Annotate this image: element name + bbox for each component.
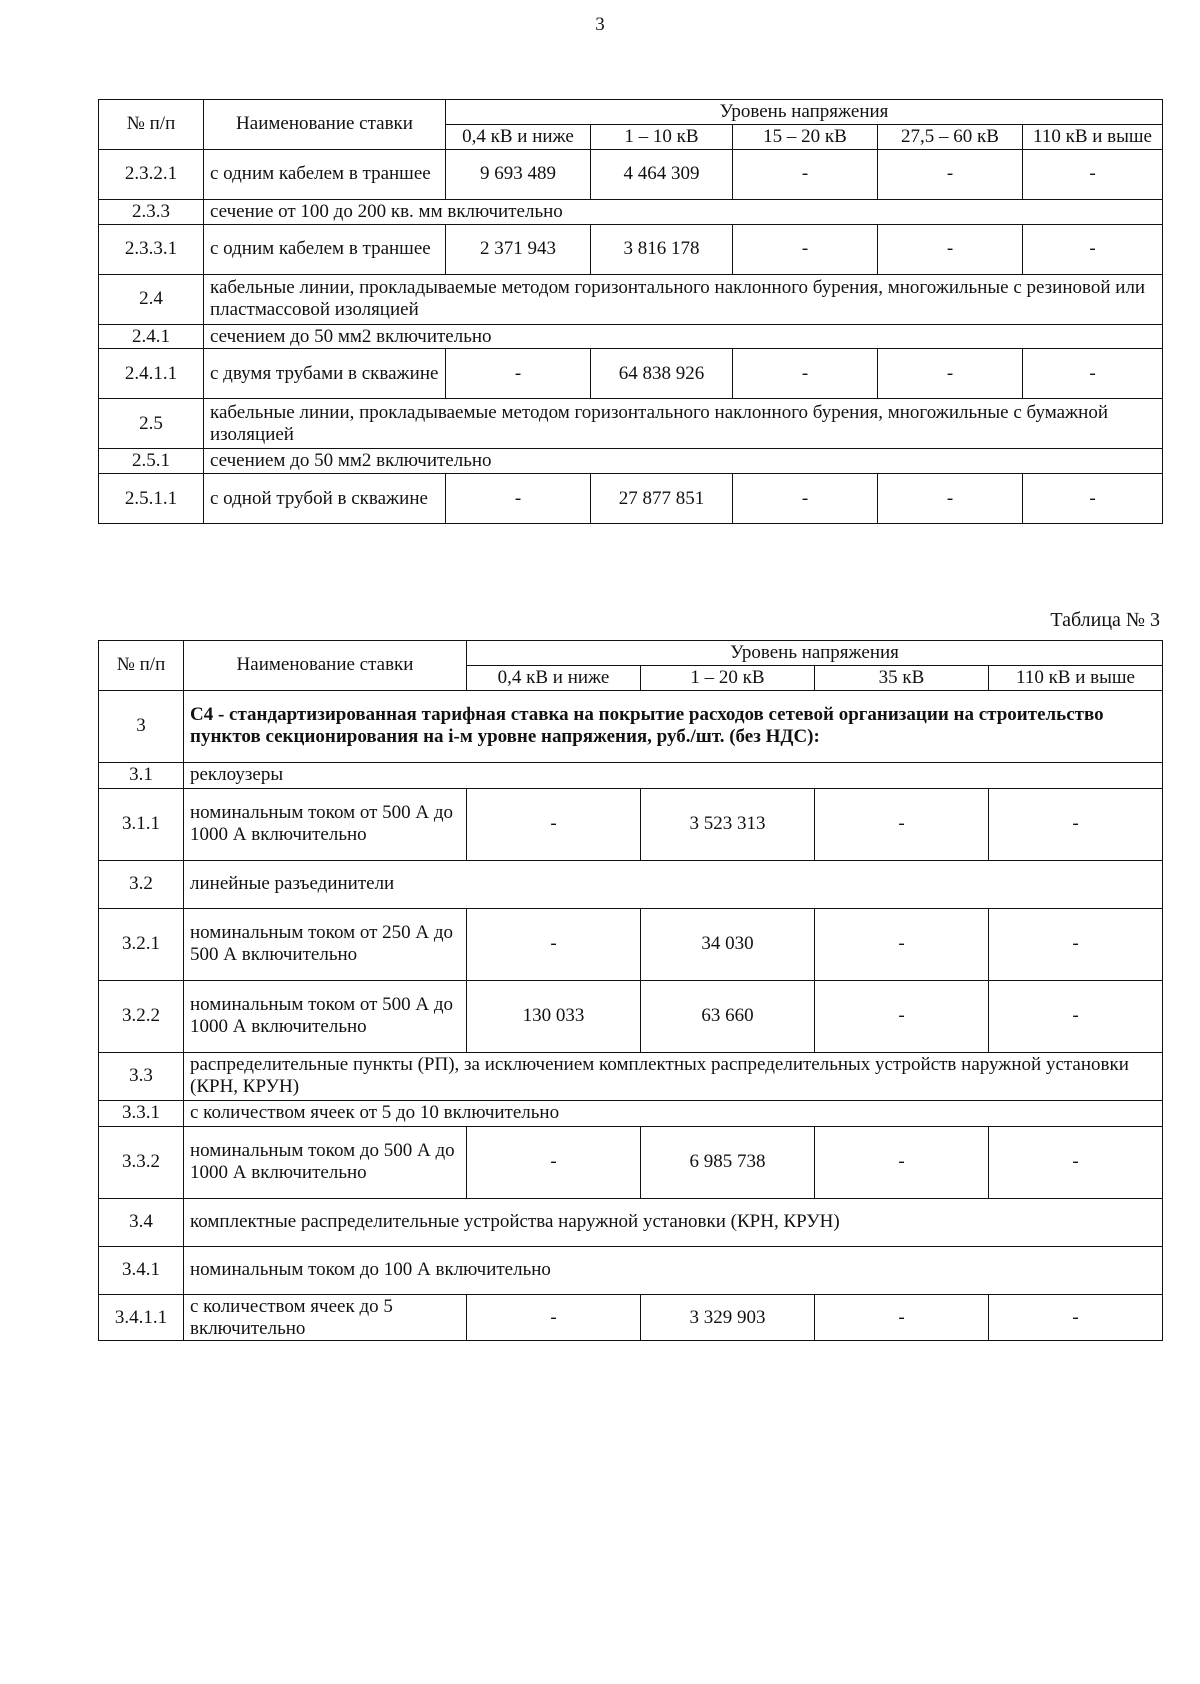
row-number: 2.5.1.1 xyxy=(99,474,204,524)
table-row xyxy=(99,224,1163,274)
rate-value: 6 985 738 xyxy=(641,1126,815,1198)
rate-value: - xyxy=(878,224,1023,274)
row-number: 3.1 xyxy=(99,762,184,788)
header-voltage-1: 1 – 20 кВ xyxy=(641,665,815,690)
header-voltage-0: 0,4 кВ и ниже xyxy=(446,124,591,149)
rate-value: - xyxy=(733,149,878,199)
rate-name: сечение от 100 до 200 кв. мм включительно xyxy=(204,199,1163,224)
rate-name: с одним кабелем в траншее xyxy=(204,149,446,199)
rate-name: с одной трубой в скважине xyxy=(204,474,446,524)
rate-name: сечением до 50 мм2 включительно xyxy=(204,449,1163,474)
row-number: 3.3.1 xyxy=(99,1100,184,1126)
table-row xyxy=(99,1246,1163,1294)
rate-name: номинальным током до 100 А включительно xyxy=(184,1246,1163,1294)
row-number: 3.1.1 xyxy=(99,788,184,860)
rate-value: - xyxy=(1023,474,1163,524)
row-number: 2.5.1 xyxy=(99,449,204,474)
row-number: 3.4 xyxy=(99,1198,184,1246)
rate-name: распределительные пункты (РП), за исключением комплектных распределительных устройств наружной установки (КРН, КРУН) xyxy=(184,1052,1163,1100)
header-voltage-3: 110 кВ и выше xyxy=(989,665,1163,690)
row-number: 2.5 xyxy=(99,399,204,449)
rate-value: - xyxy=(1023,149,1163,199)
rate-value: - xyxy=(989,980,1163,1052)
table-row xyxy=(99,349,1163,399)
row-number: 2.4 xyxy=(99,274,204,324)
rate-value: - xyxy=(467,1126,641,1198)
row-number: 2.3.3 xyxy=(99,199,204,224)
rate-value: 3 329 903 xyxy=(641,1294,815,1341)
rate-name: номинальным током от 500 А до 1000 А включительно xyxy=(184,788,467,860)
table-row xyxy=(99,1052,1163,1100)
rate-value: - xyxy=(878,349,1023,399)
table-row xyxy=(99,474,1163,524)
rate-value: - xyxy=(815,1126,989,1198)
rate-value: - xyxy=(989,788,1163,860)
rate-value: - xyxy=(989,1294,1163,1341)
header-number: № п/п xyxy=(99,641,184,691)
row-number: 3.3.2 xyxy=(99,1126,184,1198)
table-row xyxy=(99,149,1163,199)
rate-name: линейные разъединители xyxy=(184,860,1163,908)
rate-name: номинальным током до 500 А до 1000 А включительно xyxy=(184,1126,467,1198)
rate-name: с количеством ячеек до 5 включительно xyxy=(184,1294,467,1341)
table-row xyxy=(99,199,1163,224)
table-row xyxy=(99,788,1163,860)
row-number: 3 xyxy=(99,690,184,762)
rate-value: - xyxy=(815,908,989,980)
rate-name: С4 - стандартизированная тарифная ставка на покрытие расходов сетевой организации на строительство пунктов секционирования на i-м уровне напряжения, руб./шт. (без НДС): xyxy=(184,690,1163,762)
rate-value: - xyxy=(878,474,1023,524)
header-voltage-level: Уровень напряжения xyxy=(467,641,1163,666)
rate-value: - xyxy=(467,1294,641,1341)
table-row xyxy=(99,1100,1163,1126)
rate-value: - xyxy=(733,224,878,274)
tariff-table-2 xyxy=(98,99,1163,524)
table-row xyxy=(99,860,1163,908)
table-row xyxy=(99,449,1163,474)
rate-value: - xyxy=(989,908,1163,980)
rate-value: - xyxy=(878,149,1023,199)
rate-value: 27 877 851 xyxy=(591,474,733,524)
page-number: 3 xyxy=(595,14,605,35)
rate-value: - xyxy=(989,1126,1163,1198)
rate-value: - xyxy=(1023,224,1163,274)
rate-value: - xyxy=(733,349,878,399)
rate-name: кабельные линии, прокладываемые методом горизонтального наклонного бурения, многожильные с резиновой или пластмассовой изоляцией xyxy=(204,274,1163,324)
rate-name: реклоузеры xyxy=(184,762,1163,788)
row-number: 3.2.2 xyxy=(99,980,184,1052)
rate-value: - xyxy=(1023,349,1163,399)
rate-value: 63 660 xyxy=(641,980,815,1052)
row-number: 2.3.2.1 xyxy=(99,149,204,199)
rate-value: - xyxy=(733,474,878,524)
rate-name: номинальным током от 250 А до 500 А включительно xyxy=(184,908,467,980)
rate-value: - xyxy=(815,980,989,1052)
header-voltage-level: Уровень напряжения xyxy=(446,100,1163,125)
rate-value: - xyxy=(467,908,641,980)
rate-value: - xyxy=(446,349,591,399)
rate-value: 9 693 489 xyxy=(446,149,591,199)
rate-value: 2 371 943 xyxy=(446,224,591,274)
rate-name: с двумя трубами в скважине xyxy=(204,349,446,399)
row-number: 2.4.1.1 xyxy=(99,349,204,399)
rate-value: 64 838 926 xyxy=(591,349,733,399)
rate-name: номинальным током от 500 А до 1000 А включительно xyxy=(184,980,467,1052)
header-voltage-1: 1 – 10 кВ xyxy=(591,124,733,149)
header-rate-name: Наименование ставки xyxy=(184,641,467,691)
table-row xyxy=(99,980,1163,1052)
rate-value: - xyxy=(446,474,591,524)
row-number: 3.4.1.1 xyxy=(99,1294,184,1341)
header-voltage-3: 27,5 – 60 кВ xyxy=(878,124,1023,149)
rate-name: комплектные распределительные устройства наружной установки (КРН, КРУН) xyxy=(184,1198,1163,1246)
row-number: 3.3 xyxy=(99,1052,184,1100)
header-voltage-2: 15 – 20 кВ xyxy=(733,124,878,149)
table-caption: Таблица № 3 xyxy=(1050,609,1160,631)
row-number: 2.4.1 xyxy=(99,324,204,349)
table-row xyxy=(99,908,1163,980)
row-number: 3.2 xyxy=(99,860,184,908)
rate-value: 130 033 xyxy=(467,980,641,1052)
table-header-row xyxy=(99,100,1163,125)
rate-value: 34 030 xyxy=(641,908,815,980)
rate-name: с количеством ячеек от 5 до 10 включительно xyxy=(184,1100,1163,1126)
rate-value: 4 464 309 xyxy=(591,149,733,199)
rate-value: - xyxy=(815,1294,989,1341)
table-row xyxy=(99,399,1163,449)
rate-name: сечением до 50 мм2 включительно xyxy=(204,324,1163,349)
rate-value: - xyxy=(815,788,989,860)
table-row xyxy=(99,1198,1163,1246)
table-row xyxy=(99,274,1163,324)
rate-value: 3 523 313 xyxy=(641,788,815,860)
table-row xyxy=(99,690,1163,762)
table-header-row xyxy=(99,641,1163,666)
row-number: 3.4.1 xyxy=(99,1246,184,1294)
header-voltage-2: 35 кВ xyxy=(815,665,989,690)
row-number: 3.2.1 xyxy=(99,908,184,980)
table-row xyxy=(99,1294,1163,1341)
row-number: 2.3.3.1 xyxy=(99,224,204,274)
table-row xyxy=(99,1126,1163,1198)
rate-name: с одним кабелем в траншее xyxy=(204,224,446,274)
header-number: № п/п xyxy=(99,100,204,150)
header-voltage-4: 110 кВ и выше xyxy=(1023,124,1163,149)
rate-name: кабельные линии, прокладываемые методом горизонтального наклонного бурения, многожильные с бумажной изоляцией xyxy=(204,399,1163,449)
table-row xyxy=(99,762,1163,788)
rate-value: 3 816 178 xyxy=(591,224,733,274)
table-row xyxy=(99,324,1163,349)
tariff-table-3 xyxy=(98,640,1163,1341)
header-rate-name: Наименование ставки xyxy=(204,100,446,150)
rate-value: - xyxy=(467,788,641,860)
header-voltage-0: 0,4 кВ и ниже xyxy=(467,665,641,690)
